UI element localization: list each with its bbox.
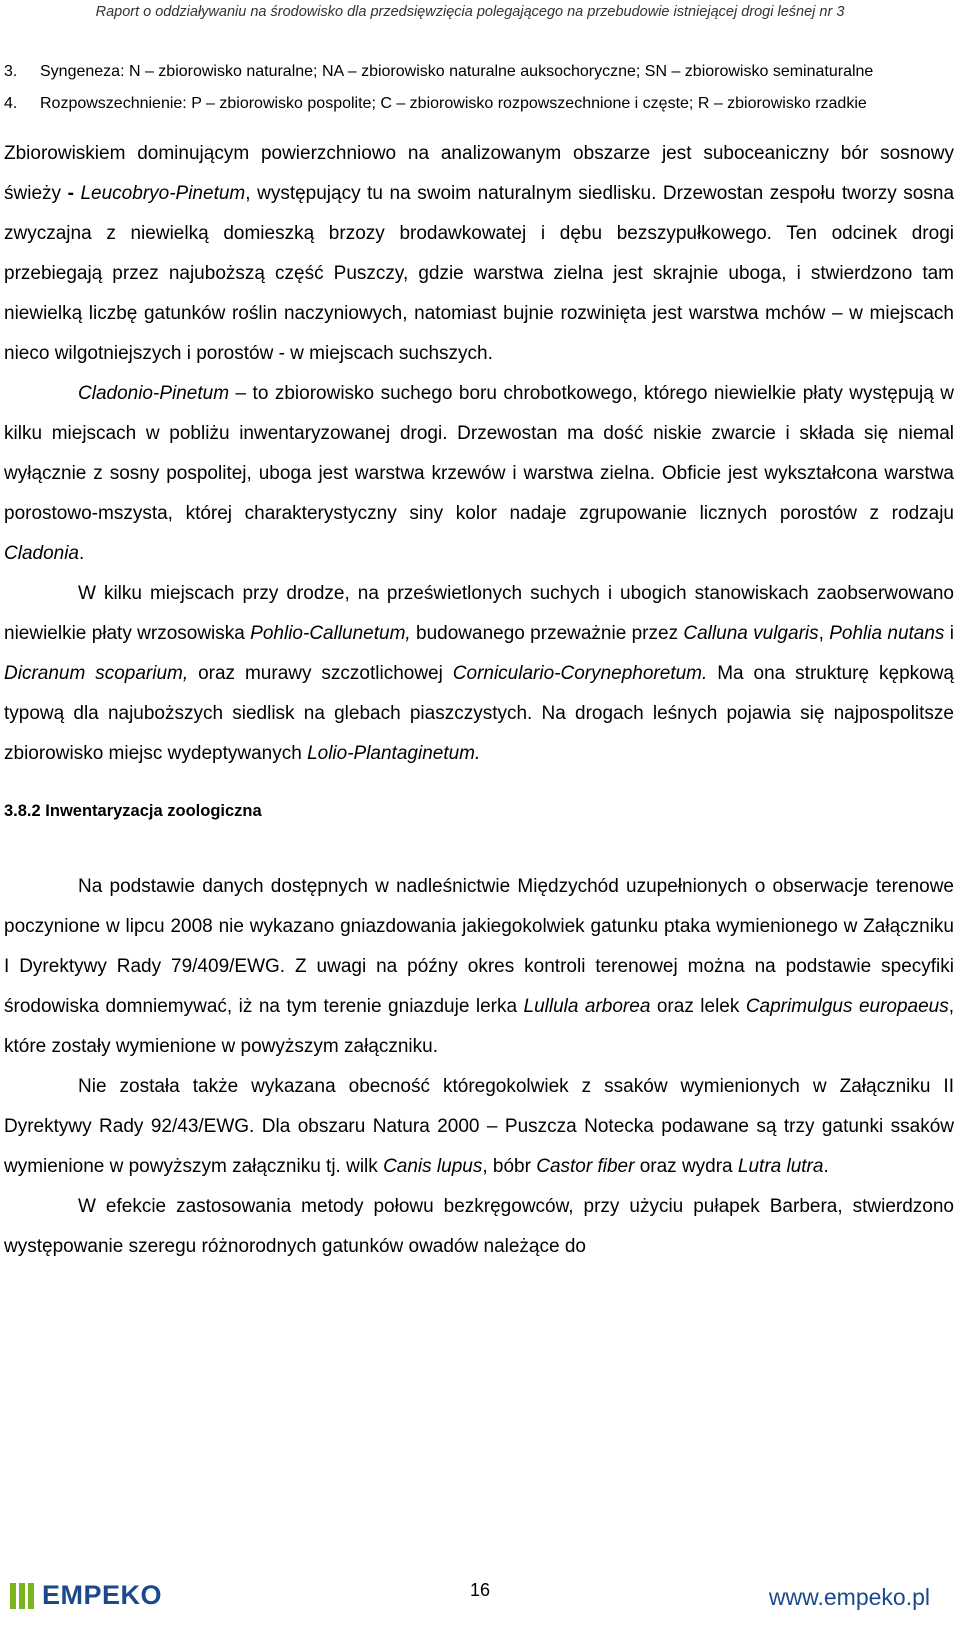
paragraph-cladonio-pinetum: Cladonio-Pinetum – to zbiorowisko suchego boru chrobotkowego, którego niewielkie płaty występują w kilku miejscach w pobliżu inwentaryzowanej drogi. Drzewostan ma dość niskie zwarcie i składa się niemal wyłącznie z sosny pospolitej, uboga jest warstwa krzewów i warstwa zielna. Obficie jest wykształcona warstwa porostowo-mszysta, której charakterystyczny siny kolor nadaje zgrupowanie licznych porostów z rodzaju Cladonia. — [4, 383, 954, 564]
document-body — [4, 56, 954, 1267]
paragraph-birds: Na podstawie danych dostępnych w nadleśnictwie Międzychód uzupełnionych o obserwacje terenowe poczynione w lipcu 2008 nie wykazano gniazdowania jakiegokolwiek gatunku ptaka wymienionego w Załączniku I Dyrektywy Rady 79/409/EWG. Z uwagi na późny okres kontroli terenowej można na podstawie specyfiki środowiska domniemywać, iż na tym terenie gniazduje lerka Lullula arborea oraz lelek Caprimulgus europaeus, które zostały wymienione w powyższym załączniku. — [4, 876, 955, 1057]
list-text: Rozpowszechnienie: P – zbiorowisko pospolite; C – zbiorowisko rozpowszechnione i częste; R – zbiorowisko rzadkie — [40, 95, 867, 112]
list-number: 3. — [4, 63, 18, 80]
list-item — [4, 56, 954, 88]
page-header: Raport o oddziaływaniu na środowisko dla przedsięwzięcia polegającego na przebudowie istniejącej drogi leśnej nr 3 — [95, 4, 845, 20]
list-text: Syngeneza: N – zbiorowisko naturalne; NA – zbiorowisko naturalne auksochoryczne; SN – zbiorowisko seminaturalne — [40, 63, 874, 80]
paragraph-invertebrates: W efekcie zastosowania metody połowu bezkręgowców, przy użyciu pułapek Barbera, stwierdzono występowanie szeregu różnorodnych gatunków owadów należące do — [4, 1196, 954, 1257]
section-heading: 3.8.2 Inwentaryzacja zoologiczna — [4, 802, 262, 820]
page-number: 16 — [469, 1580, 491, 1600]
paragraph-heathland: W kilku miejscach przy drodze, na prześwietlonych suchych i ubogich stanowiskach zaobserwowano niewielkie płaty wrzosowiska Pohlio-Callunetum, budowanego przeważnie przez Calluna vulgaris, Pohlia nutans i Dicranum scoparium, oraz murawy szczotlichowej Corniculario-Corynephoretum. Ma ona strukturę kępkową typową dla najuboższych siedlisk na glebach piaszczystych. Na drogach leśnych pojawia się najpospolitsze zbiorowisko miejsc wydeptywanych Lolio-Plantaginetum. — [4, 583, 954, 764]
paragraph-mammals: Nie została także wykazana obecność któregokolwiek z ssaków wymienionych w Załączniku II Dyrektywy Rady 92/43/EWG. Dla obszaru Natura 2000 – Puszcza Notecka podawane są trzy gatunki ssaków wymienione w powyższym załączniku tj. wilk Canis lupus, bóbr Castor fiber oraz wydra Lutra lutra. — [4, 1076, 954, 1177]
list-number: 4. — [4, 95, 18, 112]
list-item — [4, 88, 954, 120]
page-footer — [0, 1580, 960, 1620]
paragraph-dominant-community: Zbiorowiskiem dominującym powierzchniowo na analizowanym obszarze jest suboceaniczny bór sosnowy świeży - Leucobryo-Pinetum, występujący tu na swoim naturalnym siedlisku. Drzewostan zespołu tworzy sosna zwyczajna z niewielką domieszką brzozy brodawkowatej i dębu bezszypułkowego. Ten odcinek drogi przebiegają przez najuboższą część Puszczy, gdzie warstwa zielna jest skrajnie uboga, i stwierdzono tam niewielką liczbę gatunków roślin naczyniowych, natomiast bujnie rozwinięta jest warstwa mchów – w miejscach nieco wilgotniejszych i porostów - w miejscach suchszych. — [4, 143, 955, 364]
logo-text: EMPEKO — [42, 1580, 163, 1610]
footer-url: www.empeko.pl — [768, 1584, 930, 1610]
